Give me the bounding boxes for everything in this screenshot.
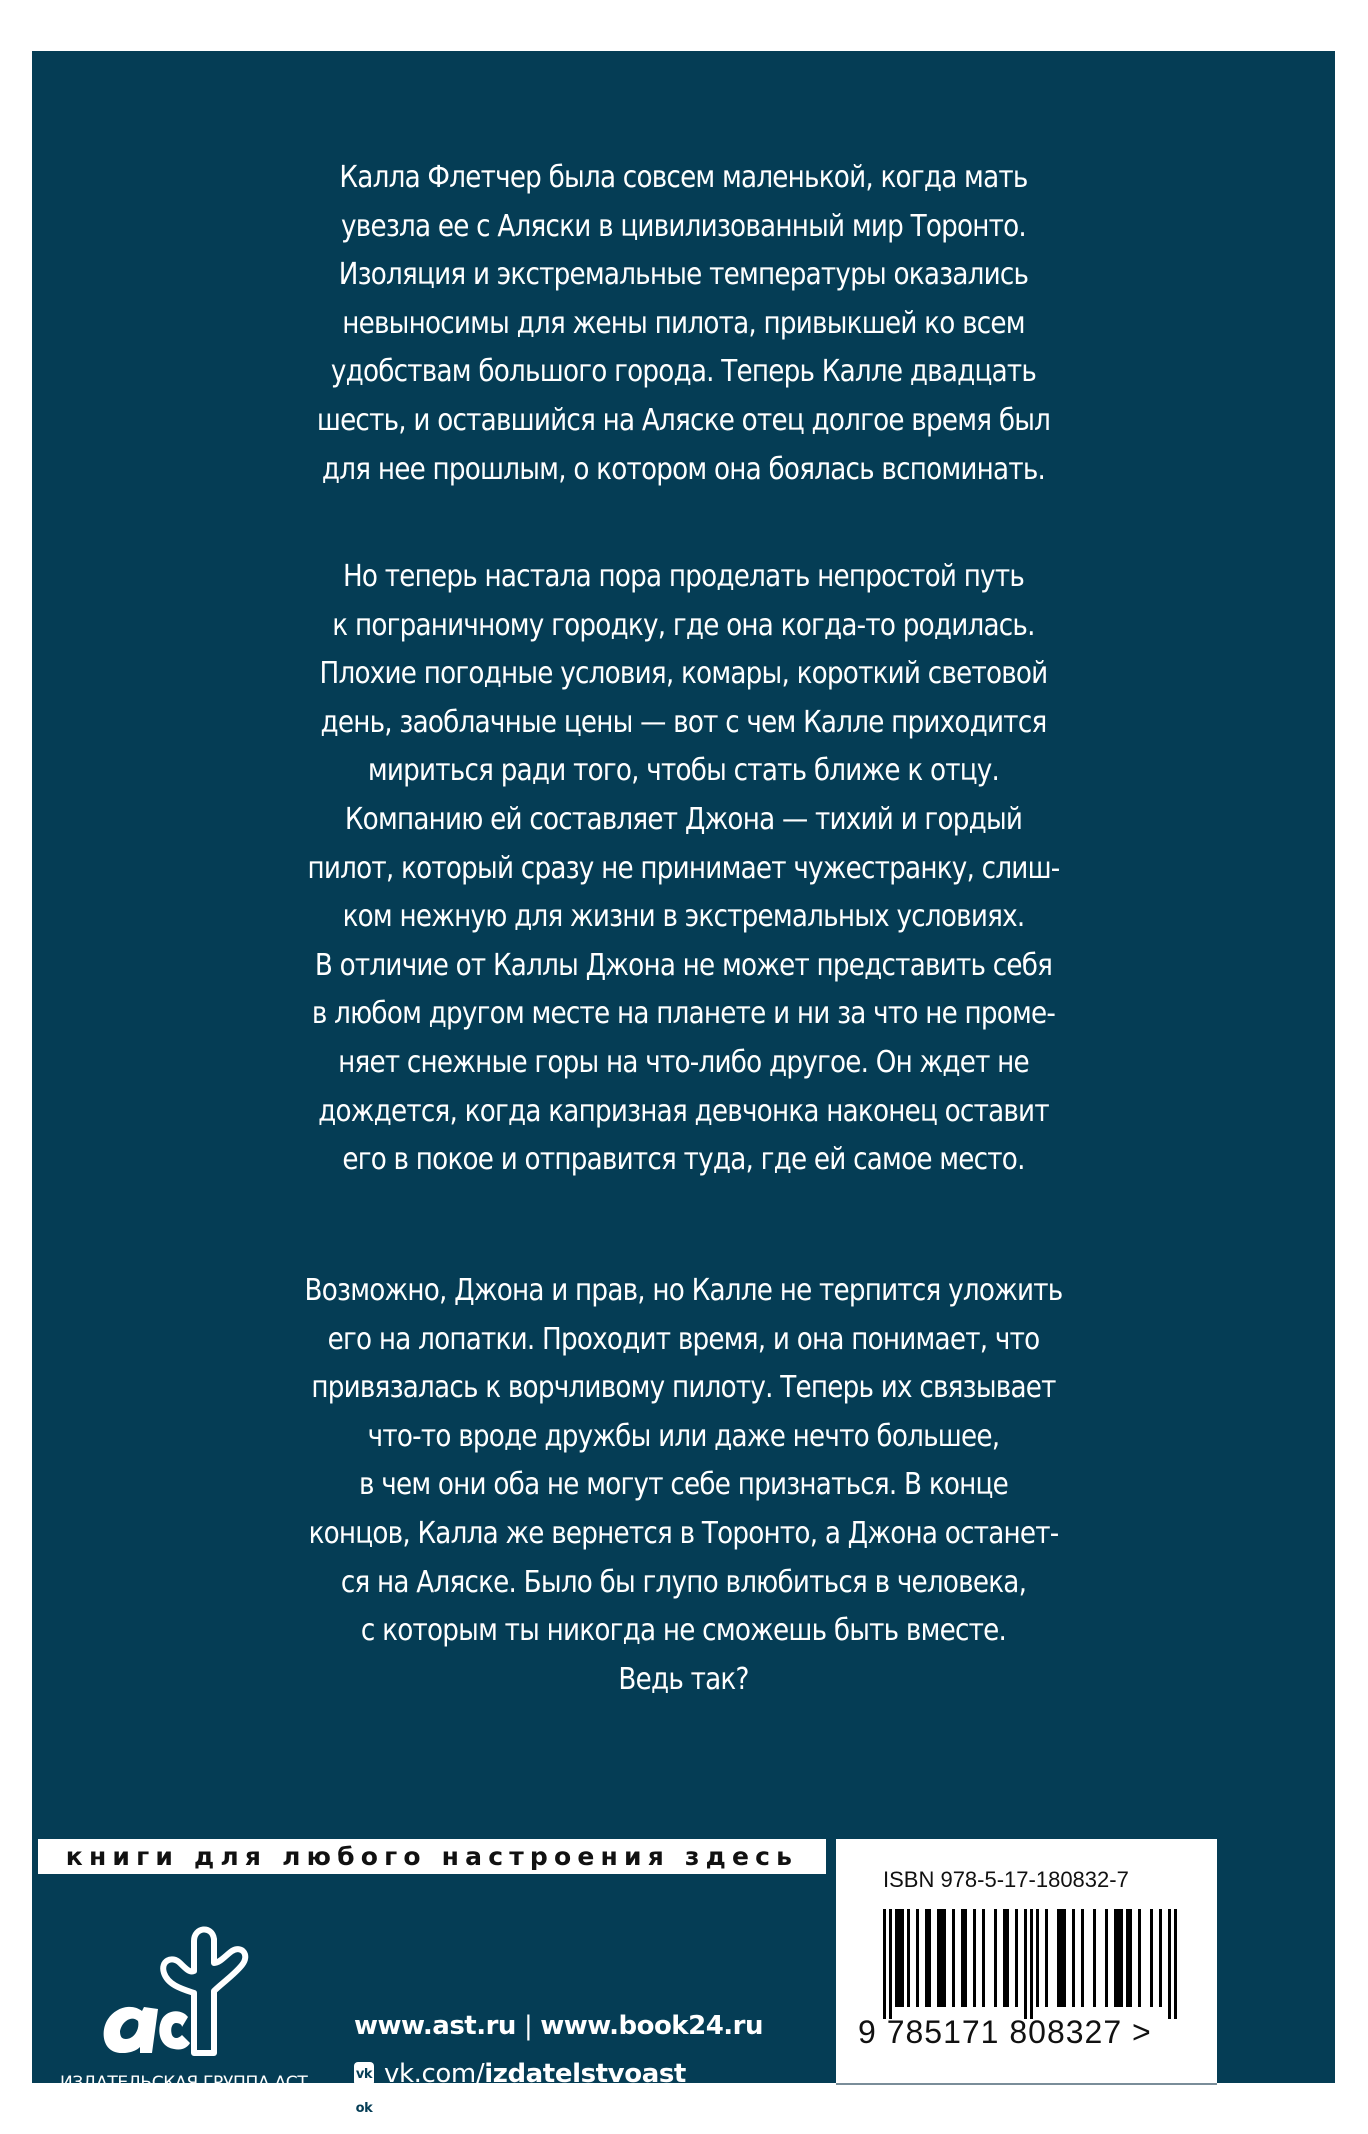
isbn-label: ISBN 978-5-17-180832-7 [883,1867,1129,1892]
blurb-paragraph-1 [123,154,1244,494]
social-handle: izdatelstvoast [456,2093,659,2123]
blurb-line: Возможно, Джона и прав, но Калле не терпится уложить [304,1273,1063,1308]
blurb-line: увезла ее с Аляски в цивилизованный мир Торонто. [341,208,1026,244]
blurb-line: невыносимы для жены пилота, привыкшей ко всем [342,305,1025,341]
isbn-barcode-panel [836,1839,1217,2085]
ok-icon: ok [354,2096,374,2120]
blurb-line: концов, Калла же вернется в Торонто, а Джона останет- [308,1515,1059,1551]
blurb-line: Ведь так? [618,1661,749,1697]
social-prefix: ok.ru/ [384,2093,457,2123]
blurb-line: пилот, который сразу не принимает чужестранку, слиш- [307,850,1060,886]
blurb-paragraph-3 [123,1267,1244,1704]
publisher-name: ИЗДАТЕЛЬСКАЯ ГРУППА АСТ [60,2073,308,2093]
website-link-book24[interactable]: www.book24.ru [540,2011,763,2041]
blurb-line: ся на Аляске. Было бы глупо влюбиться в человека, [340,1564,1027,1600]
blurb-line: с которым ты никогда не сможешь быть вместе. [360,1613,1007,1649]
blurb-line: Изоляция и экстремальные температуры оказались [338,257,1029,293]
blurb-line: Плохие погодные условия, комары, короткий световой [319,656,1048,692]
social-prefix: vk.com/ [384,2059,485,2089]
blurb-line: мириться ради того, чтобы стать ближе к отцу. [367,753,1000,789]
barcode-icon [883,1909,1178,2019]
social-handle: izdatelstvoast [484,2059,686,2089]
blurb-paragraph-2 [123,553,1244,1185]
blurb-line: няет снежные горы на что-либо другое. Он ждет не [338,1044,1029,1080]
social-link-ok[interactable] [354,2093,763,2123]
tagline-banner [38,1839,826,1874]
blurb-line: шесть, и оставшийся на Аляске отец долгое время был [316,402,1051,438]
websites [354,2011,763,2041]
blurb-line: привязалась к ворчливому пилоту. Теперь их связывает [311,1370,1056,1406]
blurb-line: удобствам большого города. Теперь Калле двадцать [330,354,1037,390]
social-link-vk[interactable] [354,2059,763,2089]
vk-icon: vk [354,2062,374,2086]
blurb-line: его в покое и отправится туда, где ей самое место. [342,1142,1025,1178]
book-back-cover [32,51,1335,2123]
blurb-line: ком нежную для жизни в экстремальных условиях. [342,899,1025,935]
blurb-line: в любом другом месте на планете и ни за что не проме- [311,996,1056,1032]
tagline-text: книги для любого настроения здесь [65,1842,799,1871]
blurb-line: Компанию ей составляет Джона — тихий и гордый [344,801,1023,837]
blurb-line: день, заоблачные цены — вот с чем Калле приходится [320,704,1047,740]
website-link-ast[interactable]: www.ast.ru [354,2011,516,2041]
blurb-line: в чем они оба не могут себе признаться. В конце [358,1467,1008,1503]
ast-logo-icon [82,1911,262,2061]
publisher-links [354,2011,763,2123]
blurb-line: дождется, когда капризная девчонка наконец оставит [318,1093,1049,1129]
blurb-line: Но теперь настала пора проделать непростой путь [342,559,1025,594]
barcode-digits: 9 785171 808327 > [858,2014,1152,2050]
blurb-line: для нее прошлым, о котором она боялась вспоминать. [321,451,1046,487]
blurb-line: его на лопатки. Проходит время, и она понимает, что [327,1321,1040,1357]
separator: | [523,2011,533,2041]
blurb-line: к пограничному городку, где она когда-то родилась. [332,607,1035,643]
blurb-line: Калла Флетчер была совсем маленькой, когда мать [339,160,1028,195]
blurb-line: В отличие от Каллы Джона не может представить себя [314,947,1053,983]
blurb-line: что-то вроде дружбы или даже нечто большее, [367,1418,1000,1454]
